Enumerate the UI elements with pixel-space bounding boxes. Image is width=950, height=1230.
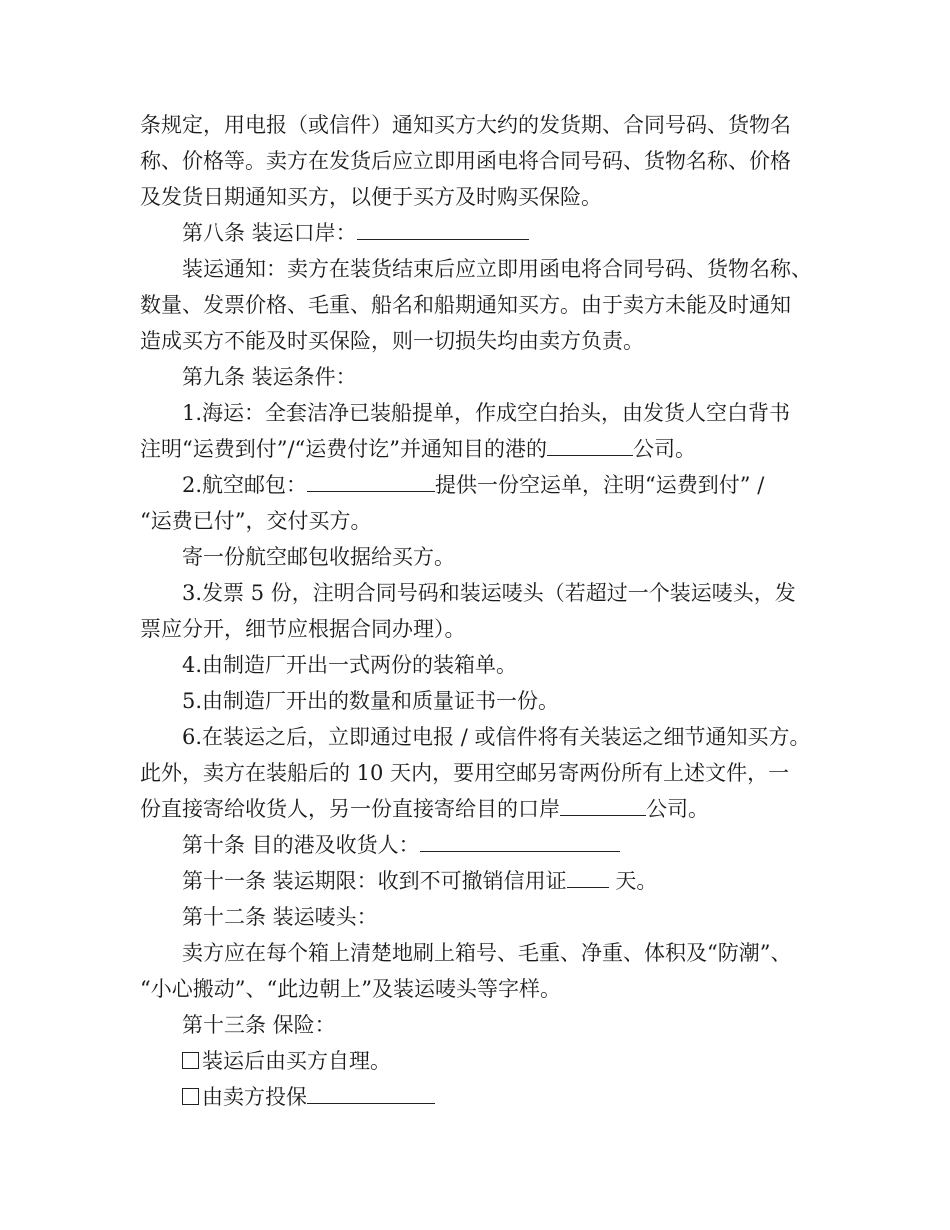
- clause-13-heading: 第十三条 保险：: [182, 1013, 336, 1037]
- sea-freight-line: [140, 434, 696, 464]
- paragraph-line: 及发货日期通知买方，以便于买方及时购买保险。: [140, 185, 602, 209]
- clause-10-heading: 第十条 目的港及收货人：: [182, 833, 420, 857]
- option-buyer-label: 装运后由买方自理。: [202, 1049, 391, 1073]
- option-seller-label: 由卖方投保: [202, 1085, 307, 1109]
- paragraph-line: 4.由制造厂开出一式两份的装箱单。: [182, 653, 518, 677]
- air-parcel-label: 2.航空邮包：: [182, 473, 308, 497]
- loading-port-blank[interactable]: [357, 219, 529, 240]
- checkbox-buyer-insures[interactable]: [182, 1052, 199, 1069]
- paragraph-line: 称、价格等。卖方在发货后应立即用函电将合同号码、货物名称、价格: [140, 149, 791, 173]
- clause-12-heading: 第十二条 装运唛头：: [182, 905, 378, 929]
- clause-10-line: [182, 830, 620, 860]
- air-parcel-text: 提供一份空运单，注明“运费到付” /: [435, 473, 765, 497]
- clause-11-text: 第十一条 装运期限：收到不可撤销信用证: [182, 869, 567, 893]
- checkbox-seller-insures[interactable]: [182, 1088, 199, 1105]
- clause-8-line: [182, 218, 529, 248]
- destination-company-blank[interactable]: [547, 435, 633, 456]
- paragraph-line: 数量、发票价格、毛重、船名和船期通知买方。由于卖方未能及时通知: [140, 293, 791, 317]
- days-suffix: 天。: [615, 869, 658, 893]
- paragraph-line: “小心搬动”、“此边朝上”及装运唛头等字样。: [140, 977, 561, 1001]
- company-suffix: 公司。: [646, 797, 709, 821]
- shipment-days-blank[interactable]: [567, 867, 609, 888]
- insurance-option-buyer: [182, 1046, 391, 1076]
- seller-insurance-blank[interactable]: [307, 1083, 435, 1104]
- paragraph-line: 寄一份航空邮包收据给买方。: [182, 545, 455, 569]
- paragraph-line: “运费已付”，交付买方。: [140, 509, 372, 533]
- air-parcel-line: [182, 470, 764, 500]
- paragraph-line: 6.在装运之后，立即通过电报 / 或信件将有关装运之细节通知买方。: [182, 725, 811, 749]
- clause-11-line: [182, 866, 657, 896]
- destination-port-company-blank[interactable]: [560, 795, 646, 816]
- company-suffix: 公司。: [633, 437, 697, 461]
- paragraph-line: 造成买方不能及时买保险，则一切损失均由卖方负责。: [140, 329, 644, 353]
- consignee-blank[interactable]: [420, 831, 620, 852]
- paragraph-line: 此外，卖方在装船后的 10 天内，要用空邮另寄两份所有上述文件，一: [140, 761, 790, 785]
- destination-port-line: [140, 794, 709, 824]
- paragraph-line: 条规定，用电报（或信件）通知买方大约的发货期、合同号码、货物名: [140, 113, 791, 137]
- paragraph-line: 卖方应在每个箱上清楚地刷上箱号、毛重、净重、体积及“防潮”、: [182, 941, 792, 965]
- clause-9-heading: 第九条 装运条件：: [182, 365, 357, 389]
- paragraph-line: 票应分开，细节应根据合同办理）。: [140, 617, 466, 641]
- paragraph-line: 5.由制造厂开出的数量和质量证书一份。: [182, 689, 560, 713]
- sea-freight-text: 注明“运费到付”/“运费付讫”并通知目的港的: [140, 437, 548, 461]
- destination-port-text: 份直接寄给收货人，另一份直接寄给目的口岸: [140, 797, 560, 821]
- paragraph-line: 3.发票 5 份，注明合同号码和装运唛头（若超过一个装运唛头，发: [182, 581, 796, 605]
- insurance-option-seller: [182, 1082, 435, 1112]
- paragraph-line: 装运通知：卖方在装货结束后应立即用函电将合同号码、货物名称、: [182, 257, 812, 281]
- paragraph-line: 1.海运：全套洁净已装船提单，作成空白抬头，由发货人空白背书: [182, 401, 791, 425]
- clause-8-heading: 第八条 装运口岸：: [182, 221, 357, 245]
- air-parcel-blank[interactable]: [307, 471, 435, 492]
